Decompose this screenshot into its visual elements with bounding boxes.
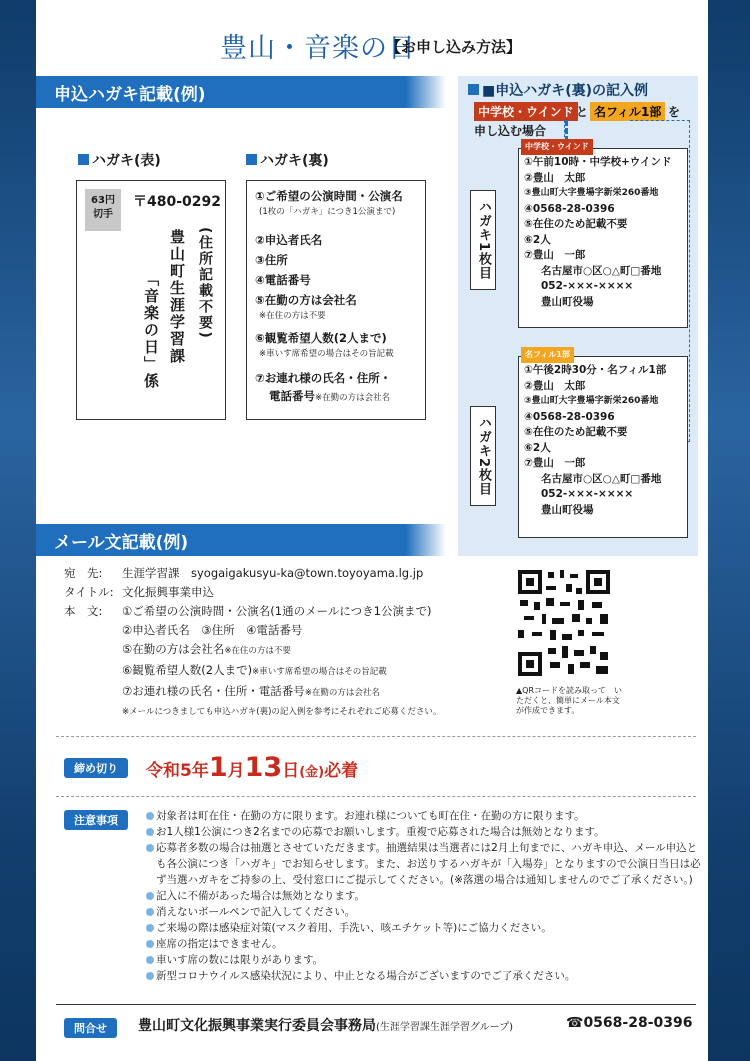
card2-label: ハガキ2枚目: [470, 406, 496, 506]
background-left: [0, 0, 36, 1061]
flyer-page: [36, 0, 708, 1061]
note-item: 座席の指定はできません。: [146, 936, 701, 952]
note-item: お1人様1公演につき2名までの応募でお願いします。重複で応募された場合は無効となります。: [146, 824, 701, 840]
contact-info: 豊山町文化振興事業実行委員会事務局(生涯学習課生涯学習グループ): [138, 1018, 514, 1034]
notes-list: [146, 808, 701, 984]
address-line2: 「音楽の日」係: [142, 271, 160, 390]
zip-code: 〒480-0292: [133, 194, 221, 210]
background-right: [708, 0, 750, 1061]
mail-example: 宛 先: 生涯学習課 syogaigakusyu-ka@town.toyoyama.lg.jp タイトル: 文化振興事業申込 本 文: ①ご希望の公演時間・公演名(1通のメールにつき1公演まで) ②申込者氏名 ③住所 ④電話番号 ⑤在勤の方は会社名※在住の方は不要 ⑥観覧希望人数(2人まで)※車いす席希望の場合はその旨記載 ⑦お連れ様の氏名・住所・電話番号※在勤の方は会社名 ※メールにつきましても申込ハガキ(裏)の記入例を参考にそれぞれご応募ください。: [64, 566, 442, 717]
tag-meiphil: 名フィル1部: [590, 102, 665, 121]
postcard-front-title: ハガキ(表): [78, 150, 161, 170]
mail-subject: 文化振興事業申込: [122, 585, 214, 599]
qr-caption: ▲QRコードを読み取って いただくと、簡単にメール本文が作成できます。: [516, 686, 623, 715]
note-item: 新型コロナウイルス感染状況により、中止となる場合がございますのでご了承ください。: [146, 968, 701, 984]
tag-school-wind: 中学校・ウインド: [474, 102, 578, 121]
note-item: 消えないボールペンで記入してください。: [146, 904, 701, 920]
header: [36, 22, 708, 72]
divider-3: [56, 1004, 696, 1005]
note-item: 車いす席の数には限りがあります。: [146, 952, 701, 968]
qr-code[interactable]: [516, 568, 612, 678]
deadline-date: 令和5年1月13日(金)必着: [146, 752, 359, 783]
header-subtitle: 【お申し込み方法】: [386, 38, 522, 56]
divider: [56, 736, 696, 737]
deadline-label: 締め切り: [64, 758, 128, 778]
note-item: 対象者は町在住・在勤の方に限ります。お連れ様についても町在住・在勤の方に限ります。: [146, 808, 701, 824]
contact-phone: ☎0568-28-0396: [566, 1015, 693, 1031]
mail-to: 生涯学習課 syogaigakusyu-ka@town.toyoyama.lg.jp: [122, 566, 424, 580]
example-card-2: 名フィル1部 ①午後2時30分・名フィル1部 ②豊山 太郎 ③豊山町大字豊場字新栄260番地 ④0568-28-0396 ⑤在住のため記載不要 ⑥2人 ⑦豊山 一郎 名古屋市○区○△町□番地 052-×××-×××× 豊山町役場: [518, 356, 688, 538]
example-panel: ■申込ハガキ(裏)の記入例 中学校・ウインド と 名フィル1部 を 申し込む場合 ハガキ1枚目 中学校・ウインド ①午前10時・中学校+ウインド ②豊山 太郎 ③豊山町大字豊場字新栄260番地 ④0568-28-0396 ⑤在住のため記載不要 ⑥2人 ⑦豊山 一郎 名古屋市○区○△町□番地 052-×××-×××× 豊山町役場 ハガキ2枚目 名フィル1部 ①午後2時30分・名フィル1部 ②豊山 太郎 ③豊山町大字豊場字新栄260番地 ④0568-28-0396 ⑤在住のため記載不要 ⑥2人 ⑦豊山 一郎 名古屋市○区○△町□番地 052-×××-×××× 豊山町役場: [458, 76, 698, 556]
note-item: ご来場の際は感染症対策(マスク着用、手洗い、咳エチケット等)にご協力ください。: [146, 920, 701, 936]
note-item: 記入に不備があった場合は無効となります。: [146, 888, 701, 904]
postcard-front: [76, 180, 226, 420]
note-item: 応募者多数の場合は抽選とさせていただきます。抽選結果は当選者には2月上旬までに、ハガキ申込、メール申込とも各公演につき「ハガキ」でお知らせします。また、お送りするハガキが「入場券」となりますので公演日当日は必ず当選ハガキをご持参の上、受付窓口にご提示してください。(※落選の場合は通知しませんのでご了承ください。): [146, 840, 701, 888]
postcard-section-title: 申込ハガキ記載(例): [36, 76, 406, 108]
address-line1: 豊山町生涯学習課: [168, 229, 186, 365]
card1-label: ハガキ1枚目: [470, 190, 496, 290]
stamp-box: 63円 切手: [85, 189, 121, 231]
divider-2: [56, 796, 696, 797]
contact-label: 問合せ: [64, 1018, 117, 1038]
postcard-back-title: ハガキ(裏): [246, 150, 329, 170]
logo: 豊山・音楽の日: [220, 33, 416, 64]
postcard-back: ①ご希望の公演時間・公演名 (1枚の「ハガキ」につき1公演まで) ②申込者氏名 ③住所 ④電話番号 ⑤在勤の方は会社名 ※在住の方は不要 ⑥観覧希望人数(2人まで) ※車いす席希望の場合はその旨記載 ⑦お連れ様の氏名・住所・ 電話番号※在勤の方は会社名: [246, 180, 426, 420]
example-title: ■申込ハガキ(裏)の記入例: [468, 80, 648, 100]
address-note: (住所記載不要): [197, 227, 213, 340]
example-card-1: 中学校・ウインド ①午前10時・中学校+ウインド ②豊山 太郎 ③豊山町大字豊場字新栄260番地 ④0568-28-0396 ⑤在住のため記載不要 ⑥2人 ⑦豊山 一郎 名古屋市○区○△町□番地 052-×××-×××× 豊山町役場: [518, 148, 688, 328]
mail-section-title: メール文記載(例): [36, 524, 406, 556]
notes-label: 注意事項: [64, 810, 128, 830]
